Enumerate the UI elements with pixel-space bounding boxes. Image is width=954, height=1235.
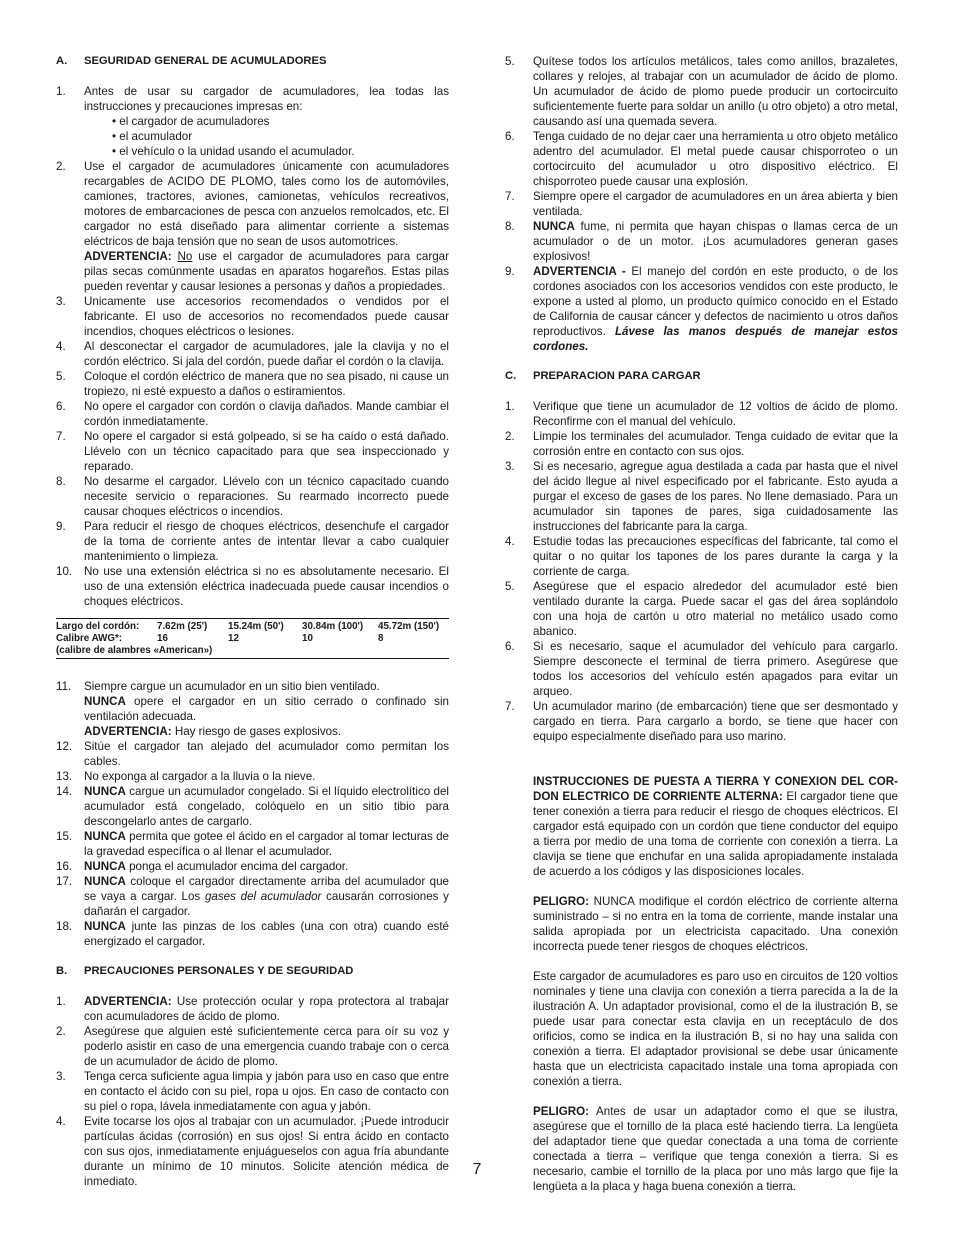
list-item: 4. Estudie todas las precauciones específicas del fabricante, tal como el quitar o no quitar los tapones de los pares durante la carga y la corriente de carga.: [505, 535, 898, 578]
list-item: 12. Sitúe el cargador tan alejado del acumulador como permitan los cables.: [56, 740, 449, 768]
list-item: 7. No opere el cargador si está golpeado, si se ha caído o está dañado. Llévelo con un técnico capacitado para que sea inspeccionado y reparado.: [56, 430, 449, 473]
section-a-heading: A. SEGURIDAD GENERAL DE ACUMULADORES: [56, 55, 327, 67]
section-b-heading: B. PRECAUCIONES PERSONALES Y DE SEGURIDAD: [56, 965, 354, 977]
list-item: 5. Asegúrese que el espacio alrededor del acumulador esté bien ventilado durante la carga. Puede sacar el gas del área soplándolo con una hoja de cartón u otro material no metálico usado como abanico.: [505, 580, 898, 638]
list-item: 15. NUNCA permita que gotee el ácido en el cargador al tomar lecturas de la gravedad específica o al llenar el acumulador.: [56, 830, 449, 858]
list-item: 2. Asegúrese que alguien esté suficientemente cerca para oír su voz y poderlo asistir en caso de una emergencia cuando trabaje con o cerca de un acumulador de ácido de plomo.: [56, 1025, 449, 1068]
list-item: 6. Si es necesario, saque el acumulador del vehículo para cargarlo. Siempre desconecte el terminal de tierra primero. Asegúrese que todos los accesorios del vehículo estén apagados para evitar un arqueo.: [505, 640, 898, 698]
list-item: 7. Siempre opere el cargador de acumuladores en un área abierta y bien ventilada.: [505, 190, 898, 218]
list-item: 4. Al desconectar el cargador de acumuladores, jale la clavija y no el cordón eléctrico. Si jala del cordón, puede dañar el cordón o la clavija.: [56, 340, 449, 368]
list-item: 3. Tenga cerca suficiente agua limpia y jabón para uso en caso que entre en contacto el ácido con su piel, ropa u ojos. En caso de contacto con su piel o ropa, lávela inmediatamente con agua y jabón.: [56, 1070, 449, 1113]
section-c-heading: C. PREPARACION PARA CARGAR: [505, 370, 701, 382]
voltage-paragraph: Este cargador de acumuladores es paro uso en circuitos de 120 voltios nominales y tiene una clavija con conexión a tierra parecida a la de la ilustración A. Un adaptador provisional, como el de la ilustración B, se puede usar para conectar esta clavija en un receptáculo de dos orificios, como se indica en la ilustración B, si no hay una salida con conexión a tierra. El adaptador provisional se debe usar únicamente hasta que un electricista capacitado instale una toma apropiada con conexión a tierra.: [533, 970, 898, 1088]
list-item: 1. ADVERTENCIA: Use protección ocular y ropa protectora al trabajar con acumuladores de ácido de plomo.: [56, 995, 449, 1023]
list-item: 14. NUNCA cargue un acumulador congelado. Si el líquido electrolítico del acumulador está congelado, colóquelo en un sitio tibio para descongelarlo antes de cargarlo.: [56, 785, 449, 828]
list-item: 3. Unicamente use accesorios recomendados o vendidos por el fabricante. El uso de accesorios no recomendados puede causar incendios, choques eléctricos o lesiones.: [56, 295, 449, 338]
list-item: 11. Siempre cargue un acumulador en un sitio bien ventilado. NUNCA opere el cargador en un sitio cerrado o confinado sin ventilación adecuada. ADVERTENCIA: Hay riesgo de gases explosivos.: [56, 680, 449, 738]
grounding-instructions: INSTRUCCIONES DE PUESTA A TIERRA Y CONEXION DEL COR-DON ELECTRICO DE CORRIENTE ALTERNA: El cargador tiene que tener conexión a tierra para reducir el riesgo de choques eléctricos. El cargador está equipado con un cordón que tiene conductor del equipo a tierra por medio de una toma de corriente con conexión a tierra. La clavija se tiene que enchufar en una salida apropiadamente instalada de acuerdo a los códigos y las disposiciones locales.: [533, 775, 898, 878]
list-item: 7. Un acumulador marino (de embarcación) tiene que ser desmontado y cargado en tierra. Para cargarlo a bordo, se tiene que hacer con equipo especialmente diseñado para uso marino.: [505, 700, 898, 743]
list-item: 8. No desarme el cargador. Llévelo con un técnico capacitado cuando necesite servicio o reparaciones. Su rearmado incorrecto puede causar choques eléctricos o incendios.: [56, 475, 449, 518]
list-item: 1. Verifique que tiene un acumulador de 12 voltios de ácido de plomo. Reconfirme con el manual del vehículo.: [505, 400, 898, 428]
list-item: 10. No use una extensión eléctrica si no es absolutamente necesario. El uso de una extensión eléctrica inadecuada puede causar incendios o choques eléctricos.: [56, 565, 449, 608]
list-item: 4. Evite tocarse los ojos al trabajar con un acumulador. ¡Puede introducir partículas ácidas (corrosión) en sus ojos! Si entra ácido en contacto con sus ojos, inmediatamente enjuágueselos con agua fría abundante durante un mínimo de 10 minutos. Solicite atención médica de inmediato.: [56, 1115, 449, 1188]
danger-notice: PELIGRO: Antes de usar un adaptador como el que se ilustra, asegúrese que el tornillo de la placa esté haciendo tierra. La lengüeta del adaptador tiene que quedar conectada a una toma de corriente conectada a tierra – verifique que tenga conexión a tierra. Si es necesario, cambie el tornillo de la placa por uno más largo que fije la lengüeta a la placa y haga buena conexión a tierra.: [533, 1105, 898, 1193]
table-row: Calibre AWG*: 16 12 10 8: [56, 633, 384, 644]
list-item: 2. Use el cargador de acumuladores únicamente con acumuladores recargables de ACIDO DE PLOMO, tales como los de automóviles, camiones, tractores, aviones, camionetas, vehículos recreativos, motores de embarcaciones de pesca con anzuelos remolcados, etc. El cargador no está diseñado para alimentar corriente a sistemas eléctricos de baja tensión que no sean de usos automotrices. ADVERTENCIA: No use el cargador de acumuladores para cargar pilas secas comúnmente usadas en aparatos hogareños. Estas pilas pueden reventar y causar lesiones a personas y daños a propiedades.: [56, 160, 449, 293]
table-note: (calibre de alambres «American»): [56, 645, 213, 656]
list-item: 9. ADVERTENCIA - El manejo del cordón en este producto, o de los cordones asociados con los accesorios vendidos con este producto, le expone a usted al plomo, un producto químico conocido en el Estado de California de causar cáncer y defectos de nacimiento u otros daños reproductivos. Lávese las manos después de manejar estos cordones.: [505, 265, 899, 353]
right-column: [505, 54, 898, 1194]
danger-notice: PELIGRO: NUNCA modifique el cordón eléctrico de corriente alterna suministrado – si no entra en la toma de corriente, mande instalar una salida apropiada por un electricista capacitado. Una conexión incorrecta puede tener riesgos de choques eléctricos.: [533, 895, 898, 953]
page-number: 7: [472, 1161, 482, 1178]
list-item: 8. NUNCA fume, ni permita que hayan chispas o llamas cerca de un acumulador o de un motor. ¡Los acumuladores generan gases explosivos!: [505, 220, 898, 263]
list-item: 3. Si es necesario, agregue agua destilada a cada par hasta que el nivel del ácido llegue al nivel especificado por el fabricante. Esto ayuda a purgar el exceso de gases de los pares. No llene demasiado. Para un acumulador sin tapones de pares, siga cuidadosamente las instrucciones del fabricante para la carga.: [505, 460, 898, 533]
list-item: 2. Limpie los terminales del acumulador. Tenga cuidado de evitar que la corrosión entre en contacto con sus ojos.: [505, 430, 898, 458]
list-item: 18. NUNCA junte las pinzas de los cables (una con otra) cuando esté energizado el cargador.: [56, 920, 449, 948]
list-item: 5. Quítese todos los artículos metálicos, tales como anillos, brazaletes, collares y relojes, al trabajar con un acumulador de ácido de plomo. Un acumulador de ácido de plomo puede producir un cortocircuito suficientemente fuerte para soldar un anillo (u otro objeto) a otro metal, causando así una quemada severa.: [505, 55, 898, 128]
bullet-list: • el cargador de acumuladores • el acumulador • el vehículo o la unidad usando el acumulador.: [112, 115, 355, 158]
list-item: 17. NUNCA coloque el cargador directamente arriba del acumulador que se vaya a cargar. Los gases del acumulador causarán corrosiones y dañarán el cargador.: [56, 875, 449, 918]
left-column: [56, 54, 449, 1189]
list-item: 9. Para reducir el riesgo de choques eléctricos, desenchufe el cargador de la toma de corriente antes de intentar llevar a cabo cualquier mantenimiento o limpieza.: [56, 520, 449, 563]
list-item: 6. No opere el cargador con cordón o clavija dañados. Mande cambiar el cordón inmediatamente.: [56, 400, 449, 428]
table-row: Largo del cordón: 7.62m (25') 15.24m (50') 30.84m (100') 45.72m (150'): [56, 621, 440, 632]
list-item: 1. Antes de usar su cargador de acumuladores, lea todas las instrucciones y precauciones impresas en: • el cargador de acumuladores • el acumulador • el vehículo o la unidad usando el acumulador.: [56, 85, 449, 158]
cord-gauge-table: [56, 618, 449, 659]
list-item: 6. Tenga cuidado de no dejar caer una herramienta u otro objeto metálico adentro del acumulador. El metal puede causar chisporroteo o un cortocircuito del acumulador u otro dispositivo eléctrico. El chisporroteo puede causar una explosión.: [505, 130, 898, 188]
list-item: 13. No exponga al cargador a la lluvia o la nieve.: [56, 770, 316, 783]
list-item: 5. Coloque el cordón eléctrico de manera que no sea pisado, ni cause un tropiezo, ni esté expuesto a daños o estiramientos.: [56, 370, 449, 398]
list-item: 16. NUNCA ponga el acumulador encima del cargador.: [56, 860, 349, 873]
